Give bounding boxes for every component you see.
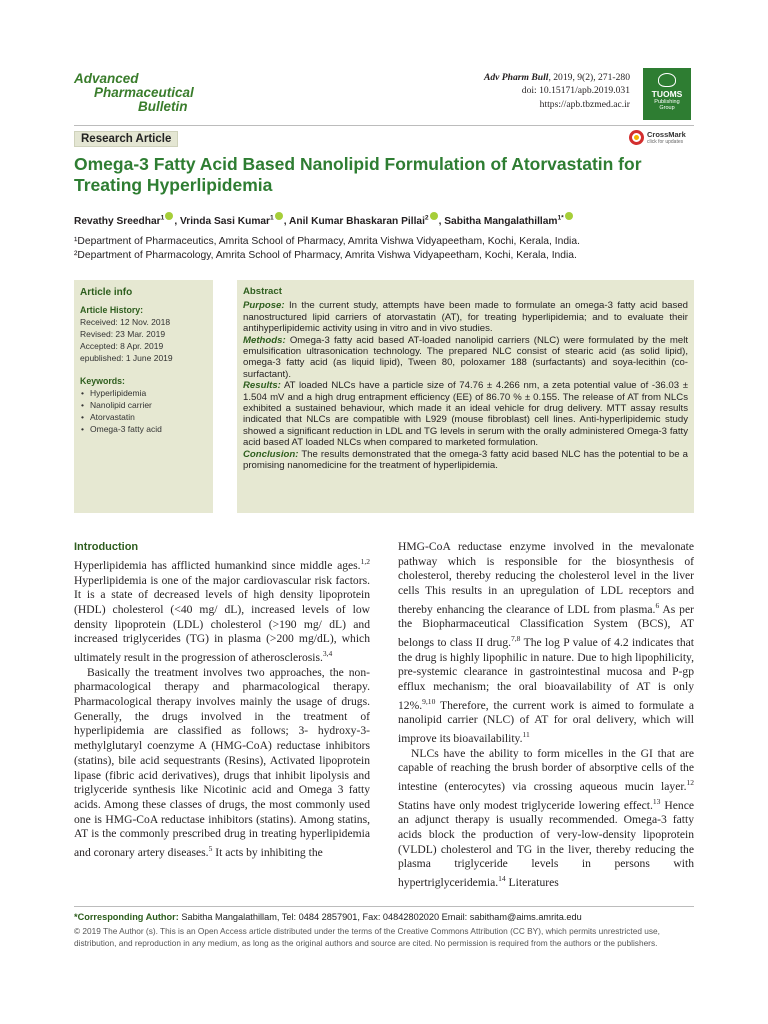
orcid-icon[interactable] [565,212,573,220]
corresponding-author [74,911,714,923]
abstract-box [237,280,694,513]
citation-ref[interactable]: 14 [498,873,506,883]
conclusion-label: Conclusion: [243,448,299,460]
article-type-badge: Research Article [74,131,178,147]
logo-line-3: Bulletin [138,99,188,114]
publisher-badge [643,68,691,120]
publisher-badge-line-2: Publishing [654,99,680,105]
conclusion-text: The results demonstrated that the omega-3 fatty acid based NLC has the potential to be a promising nanomedicine for the treatment of hyperlipidemia. [243,448,688,472]
orcid-icon[interactable] [275,212,283,220]
author-name: Sabitha Mangalathillam [444,216,558,227]
methods-text: Omega-3 fatty acid based AT-loaded nanolipid carriers (NLC) were formulated by the melt emulsification ultrasonication technology. The prepared NLC consist of stearic acid (as solid lipid), omega-3 fatty acid (as liquid lipid), Tween 80, poloxamer 188 (surfactants) and soya-lecithin (co-surfactant). [243,334,688,380]
abstract-purpose [243,300,688,334]
article-info-box [74,280,213,513]
citation-ref[interactable]: 7,8 [511,634,521,644]
keyword: • Omega-3 fatty acid [90,423,207,435]
abstract-heading: Abstract [243,286,282,297]
publisher-badge-line-3: Group [659,105,675,111]
journal-url[interactable]: https://apb.tbzmed.ac.ir [539,98,630,110]
author-aff: 1 [160,214,165,222]
keyword: • Atorvastatin [90,411,207,423]
orcid-icon[interactable] [430,212,438,220]
author-name: Vrinda Sasi Kumar [180,216,271,227]
crossmark-sub: click for updates [647,139,684,145]
corresponding-label: *Corresponding Author: [74,912,179,922]
purpose-text: In the current study, attempts have been made to formulate an omega-3 fatty acid based nanostructured lipid carriers of atorvastatin (AT), for treating hyperlipidemia; and to evaluate their antihyperlipidemic activity using in vitro and in vivo studies. [243,300,688,335]
abstract-methods [243,335,688,381]
citation-ref[interactable]: 6 [655,600,660,610]
body-right-column [398,540,694,890]
citation-ref[interactable]: 5 [208,844,213,854]
journal-short-name: Adv Pharm Bull [483,72,549,83]
citation-ref[interactable]: 9,10 [422,696,436,706]
body-left-column [74,540,370,861]
crossmark-label: CrossMark [647,130,686,139]
keyword: • Nanolipid carrier [90,399,207,411]
affiliation-2: ²Department of Pharmacology, Amrita School of Pharmacy, Amrita Vishwa Vidyapeetham, Kochi, Kerala, India. [74,250,577,261]
footer-rule [74,906,694,907]
author-aff: 1* [557,214,564,222]
author-name: Revathy Sreedhar [74,216,161,227]
citation-ref[interactable]: 1,2 [360,557,370,566]
keywords-heading: Keywords: [80,376,125,386]
article-info-heading: Article info [80,287,133,298]
publisher-badge-line-1: TUOMS [651,89,683,99]
citation-ref[interactable]: 13 [652,796,661,806]
history-item: Received: 12 Nov. 2018 [80,317,171,327]
publisher-emblem-icon [658,73,676,87]
author-aff: 2 [424,214,429,222]
author-list: Revathy Sreedhar$^1$ , Vrinda Sasi Kumar$^1$ , Anil Kumar Bhaskaran Pillai$^2$ , Sabitha Mangalathillam$^{1*}$ [74,212,714,227]
affiliation-1: ¹Department of Pharmaceutics, Amrita School of Pharmacy, Amrita Vishwa Vidyapeetham, Kochi, Kerala, India. [74,236,580,247]
author-aff: 1 [270,214,274,222]
corresponding-text: Sabitha Mangalathillam, Tel: 0484 2857901, Fax: 04842802020 Email: sabitham@aims.amrita.edu [178,912,582,922]
keyword: • Hyperlipidemia [90,387,207,399]
citation-ref[interactable]: 3,4 [322,649,333,659]
logo-line-1: Advanced [74,71,139,86]
introduction-heading: Introduction [74,541,139,553]
citation-ref[interactable]: 11 [522,730,530,740]
citation-block [484,71,630,111]
abstract-conclusion [243,449,688,472]
journal-logo [74,72,224,114]
paragraph: Basically the treatment involves two approaches, the non-pharmacological therapy and pharmacological therapy. Pharmacological therapy involves mainly the usage of drugs. Generally, the drugs involved in the treatment of hyperlipidemia are classified as follows; 3- hydroxy-3-methylglutaryl coenzyme A (HMG-CoA) reductase inhibitors (statins), bile acid sequestrants (Resins), Activated lipoprotein lipase (fibric acid derivatives), drugs that inhibit lipolysis and triglyceride synthesis like Nicotinic acid and Omega 3 fatty acids. Among these classes of drugs, the most commonly used one is HMG-CoA reductase inhibitors (statins). Among statins, AT is the commonly prescribed drug in treating hyperlipidemia and coronary artery diseases.$^5$ It acts by inhibiting the [74,665,370,859]
history-item: epublished: 1 June 2019 [80,353,173,363]
methods-label: Methods: [243,334,286,346]
journal-issue: , 2019, 9(2), 271-280 [548,72,630,83]
purpose-label: Purpose: [243,300,285,312]
paragraph: Hyperlipidemia has afflicted humankind since middle ages.$^{1,2}$ Hyperlipidemia is one of the major cardiovascular risk factors. It is a state of decreased levels of high density lipoprotein (HDL) cholesterol (<40 mg/ dL), increased levels of low density lipoprotein (LDL) cholesterol (>190 mg/ dL) and increased triglycerides (TG) in plasma (>200 mg/dL), which ultimately result in the progression of atherosclerosis.$^{3,4}$ [74,557,370,664]
results-label: Results: [243,380,281,392]
history-heading: Article History: [80,305,144,315]
paragraph: HMG-CoA reductase enzyme involved in the mevalonate pathway which is responsible for the biosynthesis of cholesterol, thereby reducing the cholesterol level in the liver cells This results in an upregulation of LDL receptors and thereby enhancing the clearance of LDL from plasma.$^6$ As per the Biopharmaceutical Classification System (BCS), AT belongs to class II drug.$^{7,8}$ The log P value of 4.2 indicates that the drug is highly lipophilic in nature. Due to high lipophilicity, pre-systemic clearance in gastrointestinal mucosa and P-gp efflux mechanism; the oral bioavailability of AT is only 12%.$^{9,10}$ Therefore, the current work is aimed to formulate a nanolipid carrier (NLC) of AT for oral delivery, which will improve its bioavailability.$^{11}$ [398,540,695,745]
history-item: Revised: 23 Mar. 2019 [80,329,166,339]
history-item: Accepted: 8 Apr. 2019 [80,341,164,351]
results-text: AT loaded NLCs have a particle size of 74.76 ± 4.266 nm, a zeta potential value of -36.03 ± 1.504 mV and a high drug entrapment efficiency (EE) of 86.70 % ± 0.155. The release of AT from NLCs exhibited a sustained behaviour, which made it an ideal vehicle for drug delivery. MTT assay results indicated that NLCs are compatible with L929 (mouse fibroblast) cell lines. Anti-hyperlipidemic study showed a significant reduction in LDL and TG levels in serum with the orally administered Omega-3 fatty acid based AT loaded NLCs when compared to marketed formulation. [243,380,688,449]
orcid-icon[interactable] [165,212,173,220]
author-name: Anil Kumar Bhaskaran Pillai [289,216,425,227]
logo-line-2: Pharmaceutical [94,85,194,100]
license-text: © 2019 The Author (s). This is an Open Access article distributed under the terms of the Creative Commons Attribution (CC BY), which permits unrestricted use, distribution, and reproduction in any medium, as long as the original authors and source are cited. No permission is required from the authors or the publishers. [74,926,660,948]
crossmark-icon [629,130,644,145]
doi[interactable]: doi: 10.15171/apb.2019.031 [521,85,630,97]
paragraph: NLCs have the ability to form micelles in the GI that are capable of reaching the brush border of absorptive cells of the intestine (enterocytes) via crossing aqueous mucin layer.$^{12}$ Statins have only modest triglyceride lowering effect.$^{13}$ Hence an adjunct therapy is usually recommended. Omega-3 fatty acids block the production of very-low-density lipoprotein (VLDL) cholesterol and TG in the liver, thereby reducing the plasma triglyceride levels in persons with hypertriglyceridemia.$^{14}$ Literatures [398,746,694,889]
citation-ref[interactable]: 12 [686,777,694,787]
abstract-results [243,380,688,448]
header-rule [74,125,694,126]
article-title: Omega-3 Fatty Acid Based Nanolipid Formulation of Atorvastatin for Treating Hyperlipidemia [74,154,642,195]
keyword-list [80,387,207,435]
